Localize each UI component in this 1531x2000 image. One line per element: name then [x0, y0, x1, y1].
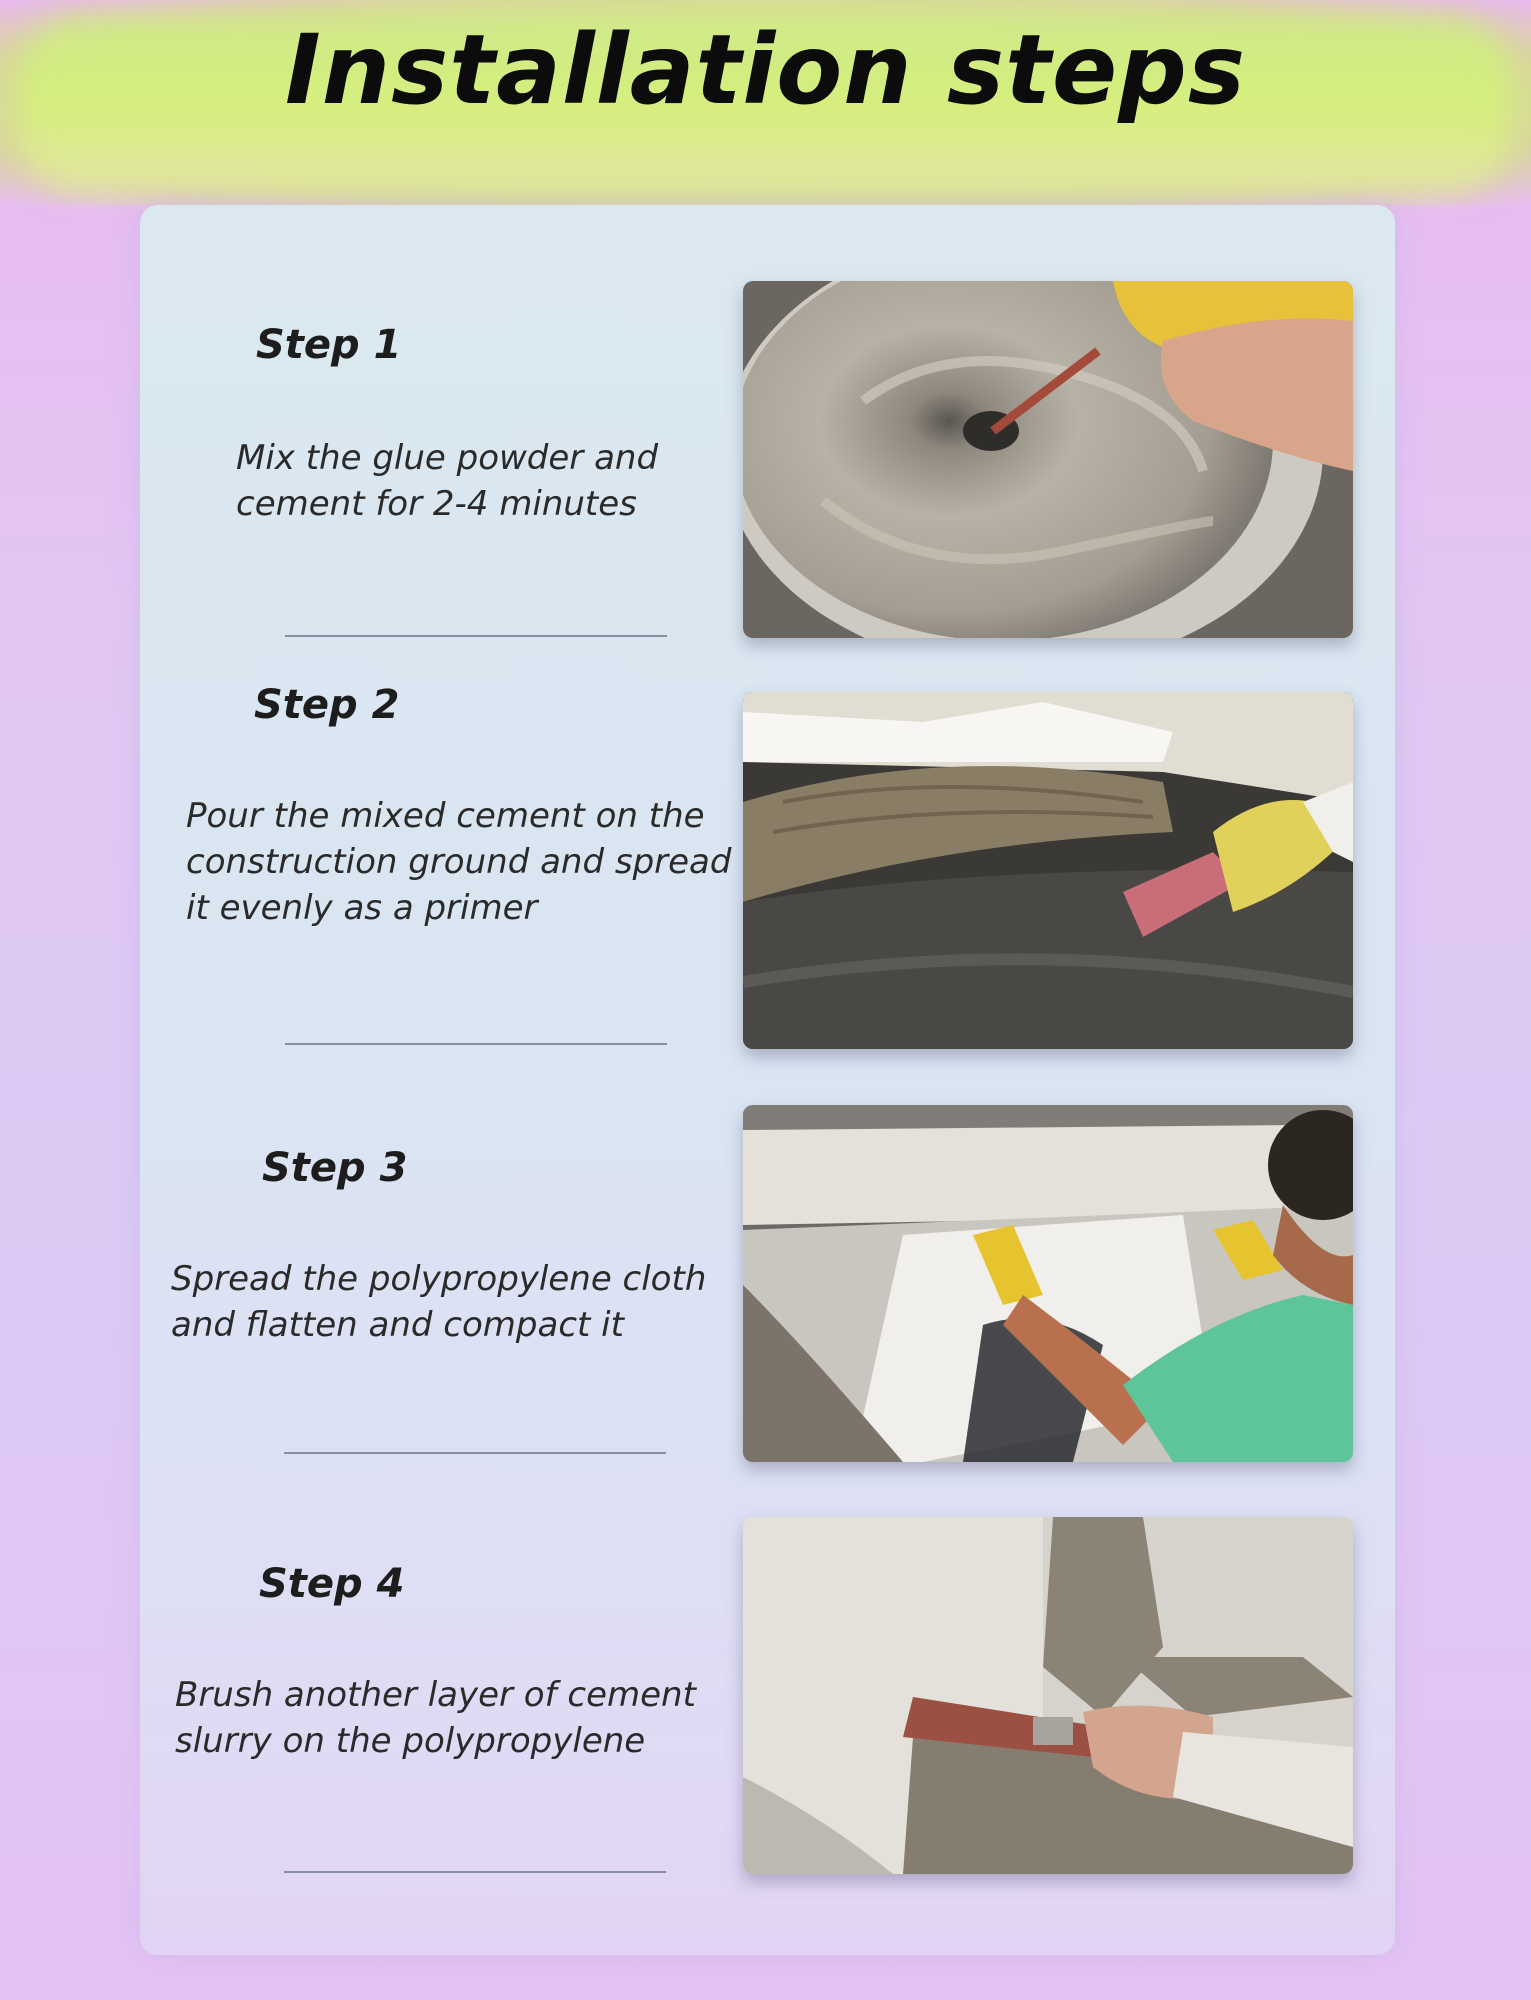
- step-2-description: Pour the mixed cement on the construction ground and spread it evenly as a primer: [186, 796, 732, 928]
- step-2-divider: [285, 1043, 667, 1045]
- step-2-title: Step 2: [254, 682, 400, 728]
- step-3-divider: [284, 1452, 666, 1454]
- step-1-divider: [285, 635, 667, 637]
- step-3-photo: [743, 1105, 1353, 1462]
- step-1-title: Step 1: [256, 322, 402, 368]
- step-3-description: Spread the polypropylene cloth and flatten and compact it: [171, 1259, 707, 1345]
- page-title: Installation steps: [285, 14, 1246, 126]
- step-1-photo: [743, 281, 1353, 638]
- step-2-photo: [743, 692, 1353, 1049]
- step-3-title: Step 3: [262, 1145, 408, 1191]
- step-4-divider: [284, 1871, 666, 1873]
- step-1-description: Mix the glue powder and cement for 2-4 minutes: [236, 438, 659, 524]
- header-banner: [0, 0, 1531, 205]
- step-4-title: Step 4: [259, 1561, 405, 1607]
- step-4-photo: [743, 1517, 1353, 1874]
- step-4-description: Brush another layer of cement slurry on the polypropylene: [175, 1675, 696, 1761]
